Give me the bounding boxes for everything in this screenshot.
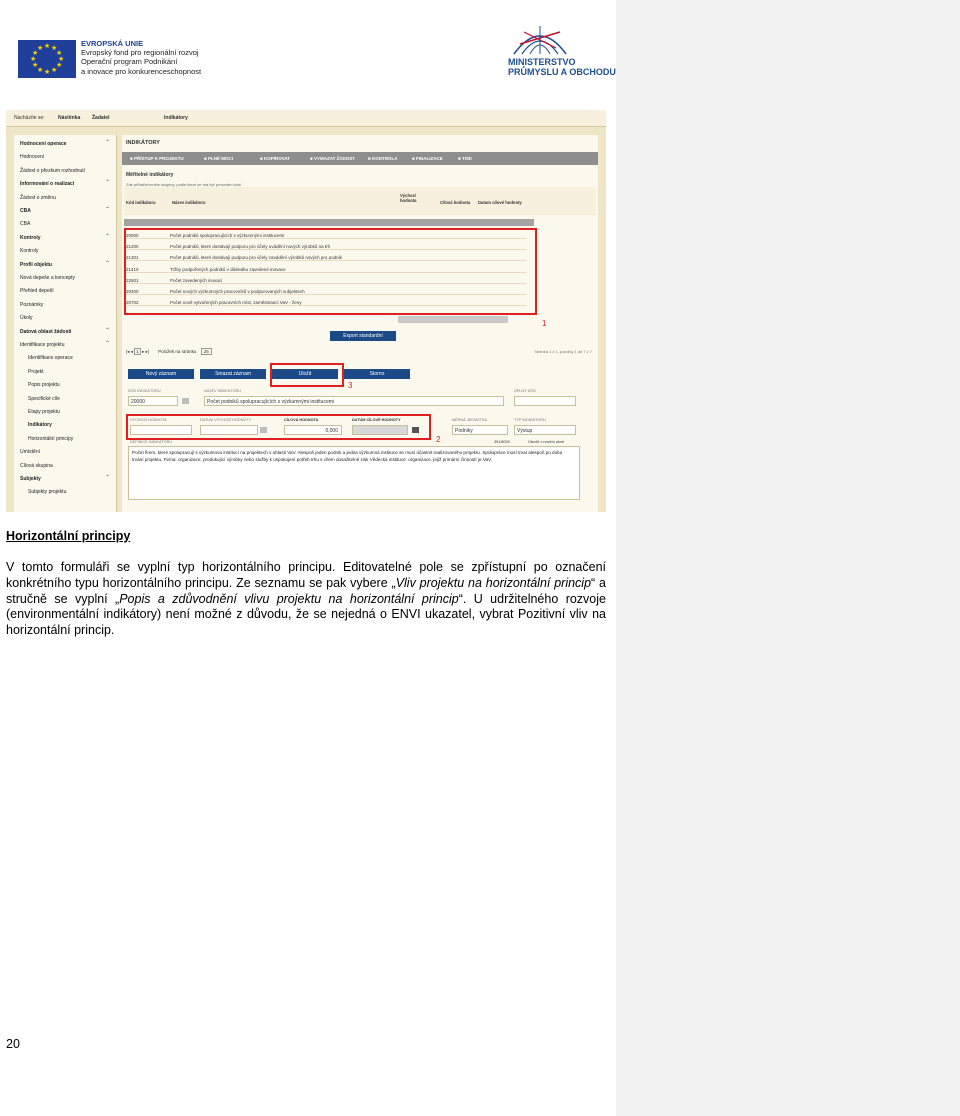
sidebar-item[interactable]: Etapy projektu (28, 409, 60, 415)
sidebar-item[interactable]: Popis projektu (28, 382, 60, 389)
extra-field[interactable] (514, 396, 576, 406)
chevron-up-icon[interactable]: ⌃ (104, 260, 110, 267)
pager-summary: Stránka 1 z 1, položky 1 až 7 z 7 (534, 349, 592, 354)
base-label: VÝCHOZÍ HODNOTA (130, 418, 167, 422)
cell-name: Počet nových výzkumných pracovníků v podporovaných subjektech (170, 289, 305, 294)
cell-code: 21410 (126, 266, 139, 272)
sidebar-item[interactable]: Projekt (28, 368, 44, 375)
base-date-label: DATUM VÝCHOZÍ HODNOTY (200, 418, 252, 422)
sidebar-item[interactable]: Identifikace operace (28, 355, 73, 362)
sidebar-item[interactable]: Datová oblast žádosti (20, 328, 72, 335)
cell-code: 20400 (126, 289, 139, 294)
char-counter: 391/8000 (494, 440, 510, 444)
toolbar-button[interactable]: ■ PLNÉ MOCI (204, 156, 233, 161)
col-header[interactable]: Výchozí hodnota (400, 193, 417, 203)
toolbar-button[interactable]: ■ KONTROLA (368, 156, 398, 161)
kind-label: TYP INDIKÁTORU (514, 418, 546, 422)
cell-code: 20000 (126, 233, 139, 238)
mpo-line: MINISTERSTVO (508, 57, 576, 67)
pager (126, 349, 212, 355)
pager-nav-icon[interactable]: |◂ ◂ (126, 349, 135, 354)
definition-text: Počet firem, které spolupracují s výzkumnou institucí na projektech v oblasti VaV. Alespoň jeden podnik a jedna výzkumná instituce se musí účastnit realizovaného projektu. Spolupráce musí trvat alespoň po dobu trvání projektu. Firma: organizace, produkující výrobky nebo služby k uspokojení potřeb trhu s cílem dosažitelné zisk Vědecká instituce: organizace, jejíž primární činností je VaV. (132, 450, 563, 462)
right-margin-band (616, 0, 960, 1116)
toolbar-button[interactable]: ■ TISK (458, 156, 473, 161)
sidebar-item[interactable]: Horizontální principy (28, 435, 74, 442)
eu-line: Operační program Podnikání (81, 57, 178, 67)
new-record-button[interactable]: Nový záznam (128, 369, 194, 379)
col-header[interactable]: Název indikátoru (172, 200, 206, 205)
sidebar-item[interactable]: Žádost o změnu (20, 194, 56, 201)
highlight-box-3 (270, 363, 344, 387)
sidebar-item[interactable]: Nová depeše a koncepty (20, 275, 76, 281)
footer-filter-bar (398, 316, 508, 323)
chevron-up-icon[interactable]: ⌃ (104, 140, 110, 146)
extra-label: ÚPLNÝ KÓD (514, 389, 536, 393)
cell-code: 21301 (126, 255, 139, 261)
target-date-label: DATUM CÍLOVÉ HODNOTY (352, 418, 401, 422)
toolbar (122, 152, 598, 165)
toolbar-button[interactable]: ■ FINALIZACE (412, 156, 443, 161)
sidebar-item[interactable]: Informování o realizaci (20, 181, 75, 188)
sidebar-item[interactable]: Umístění (20, 449, 41, 456)
toolbar-button[interactable]: ■ PŘÍSTUP K PROJEKTU (130, 156, 184, 161)
col-header[interactable]: Datum cílové hodnoty (478, 200, 522, 205)
mpo-text (508, 57, 616, 77)
cell-name: Počet zavedených inovací (170, 277, 223, 283)
chevron-up-icon[interactable]: ⌃ (104, 233, 110, 240)
sidebar-item[interactable]: Žádost o přezkum rozhodnutí (20, 167, 86, 174)
breadcrumb-item: Indikátory (164, 115, 188, 121)
sidebar-item[interactable]: Subjekty (20, 476, 41, 482)
eu-text (81, 39, 241, 76)
breadcrumb-label: Nacházíte se: (14, 115, 45, 121)
cell-code: 21200 (126, 244, 139, 250)
pager-size-label: Položek na stránku (158, 349, 197, 354)
breadcrumb-item[interactable]: Nástěnka (58, 115, 81, 121)
toolbar-button[interactable]: ■ VYMAZAT ŽÁDOST (310, 156, 356, 161)
page-number: 20 (6, 1037, 20, 1051)
breadcrumb (6, 110, 606, 127)
col-header[interactable]: Kód indikátoru (126, 200, 156, 205)
chevron-up-icon[interactable]: ⌃ (104, 207, 110, 213)
cell-name: Počet podniků, které dostávají podporu pro účely uvádění nových výrobků na trh (170, 244, 331, 250)
hint: Zde přiřaďte/zrušte skupiny, podle které se má být proveden tržní (126, 182, 242, 187)
pager-size-select[interactable]: 25 (201, 348, 212, 355)
highlight-box-1 (124, 228, 537, 315)
cell-name: Počet nově vytvořených pracovních míst, zaměstnanci VaV - ženy (170, 300, 302, 306)
sidebar-item[interactable]: Subjekty projektu (28, 489, 67, 496)
name-label: NÁZEV INDIKÁTORU (204, 389, 242, 393)
code-label: KÓD INDIKÁTORU (128, 389, 161, 393)
eu-line: Evropský fond pro regionální rozvoj (81, 48, 199, 58)
export-button[interactable]: Export standardní (330, 331, 396, 341)
body-paragraph (6, 560, 606, 639)
col-header[interactable]: Cílová hodnota (440, 200, 471, 205)
mpo-logo (508, 24, 628, 82)
definition-label: DEFINICE INDIKÁTORU (130, 440, 173, 444)
section-heading: Horizontální principy (6, 529, 131, 543)
target-field[interactable]: 0,000 (284, 425, 342, 435)
mpo-globe-icon (510, 24, 570, 56)
sidebar-item[interactable]: Hodnocení operace (20, 141, 67, 147)
name-field[interactable]: Počet podniků spolupracujících s výzkumnými institucemi (204, 396, 504, 406)
sidebar-item[interactable]: Indikátory (28, 422, 52, 429)
para-italic: Vliv projektu na horizontální princip (395, 575, 592, 590)
code-field[interactable]: 20000 (128, 396, 178, 406)
kind-field[interactable]: Výstup (514, 425, 576, 435)
pager-nav-icon[interactable]: ▸ ▸| (140, 349, 149, 354)
open-window-link[interactable]: Otevřít v novém okně (528, 440, 565, 444)
sidebar-item[interactable]: Profil objektu (20, 261, 52, 268)
marker-2: 2 (436, 435, 441, 444)
sidebar-item[interactable]: Specifické cíle (28, 395, 60, 402)
para-text: “ a stručně se vyplní „ (6, 575, 607, 606)
pager-page[interactable]: 1 (136, 349, 139, 354)
definition-box[interactable] (128, 446, 580, 500)
marker-1: 1 (542, 319, 547, 328)
sidebar-item[interactable]: Cílová skupina (20, 462, 53, 469)
sidebar-item[interactable]: CBA (20, 208, 31, 214)
lookup-icon[interactable] (182, 398, 189, 404)
sidebar-item[interactable]: CBA (20, 221, 31, 228)
cell-code: 20702 (126, 300, 139, 306)
section-title: INDIKÁTORY (126, 140, 160, 146)
highlight-box-2 (126, 414, 431, 440)
eu-flag-icon: ★ ★ ★ ★ ★ ★ ★ ★ ★ ★ ★ ★ (18, 40, 76, 78)
chevron-up-icon[interactable]: ⌃ (104, 475, 110, 481)
cell-name: Počet podniků, které dostávají podporu pro účely zavádění výrobků nových pro podnik (170, 255, 342, 261)
para-italic: Popis a zdůvodnění vlivu projektu na horizontální princip (119, 591, 459, 606)
sidebar-item[interactable]: Kontroly (20, 234, 41, 241)
para-text: V tomto formuláři se vyplní typ horizontálního principu. Editovatelné pole se zpřístupní po označení konkrétního typu horizontálního principu. Ze seznamu se pak vybere „ (6, 560, 606, 590)
cell-code: 22501 (126, 277, 139, 283)
sidebar-item[interactable]: Přehled depeší (20, 288, 54, 295)
eu-line: a inovace pro konkurenceschopnost (81, 66, 202, 76)
sidebar-item[interactable]: Identifikace projektu (20, 342, 65, 348)
cell-name: Počet podniků spolupracujících s výzkumnými institucemi (170, 233, 285, 238)
eu-line: EVROPSKÁ UNIE (81, 39, 144, 48)
grid-header (124, 187, 596, 215)
chevron-up-icon[interactable]: ⌃ (104, 327, 110, 334)
app-screenshot (6, 110, 606, 512)
subtitle: Měřitelné indikátory (126, 172, 174, 178)
sidebar-item[interactable]: Kontroly (20, 248, 39, 255)
sidebar-item[interactable]: Hodnocení (20, 154, 45, 161)
sidebar-item[interactable]: Úkoly (20, 315, 33, 322)
filter-bar[interactable] (124, 219, 534, 226)
unit-label: MĚRNÁ JEDNOTKA (452, 418, 488, 422)
cancel-button[interactable]: Storno (344, 369, 410, 379)
delete-record-button[interactable]: Smazat záznam (200, 369, 266, 379)
chevron-up-icon[interactable]: ⌃ (104, 180, 110, 187)
unit-field[interactable]: Podniky (452, 425, 508, 435)
breadcrumb-item[interactable]: Žadatel (92, 115, 110, 121)
chevron-up-icon[interactable]: ⌃ (104, 341, 110, 347)
para-text: “. U udržitelného rozvoje (environmentální indikátory) není možné z důvodu, že se nejedná o ENVI ukazatel, vybrat Pozitivní vliv na horizontální princip. (6, 591, 606, 638)
toolbar-button[interactable]: ■ KOPÍROVAT (260, 156, 291, 161)
target-label: CÍLOVÁ HODNOTA (284, 418, 319, 422)
sidebar-item[interactable]: Poznámky (20, 301, 44, 308)
marker-3: 3 (348, 381, 353, 390)
cell-name: Tržby podpořených podniků v důsledku zavedené inovace (170, 266, 286, 272)
sidebar (14, 135, 117, 512)
mpo-line: PRŮMYSLU A OBCHODU (508, 67, 616, 77)
main-panel (122, 135, 598, 512)
save-button[interactable]: Uložit (272, 369, 338, 379)
